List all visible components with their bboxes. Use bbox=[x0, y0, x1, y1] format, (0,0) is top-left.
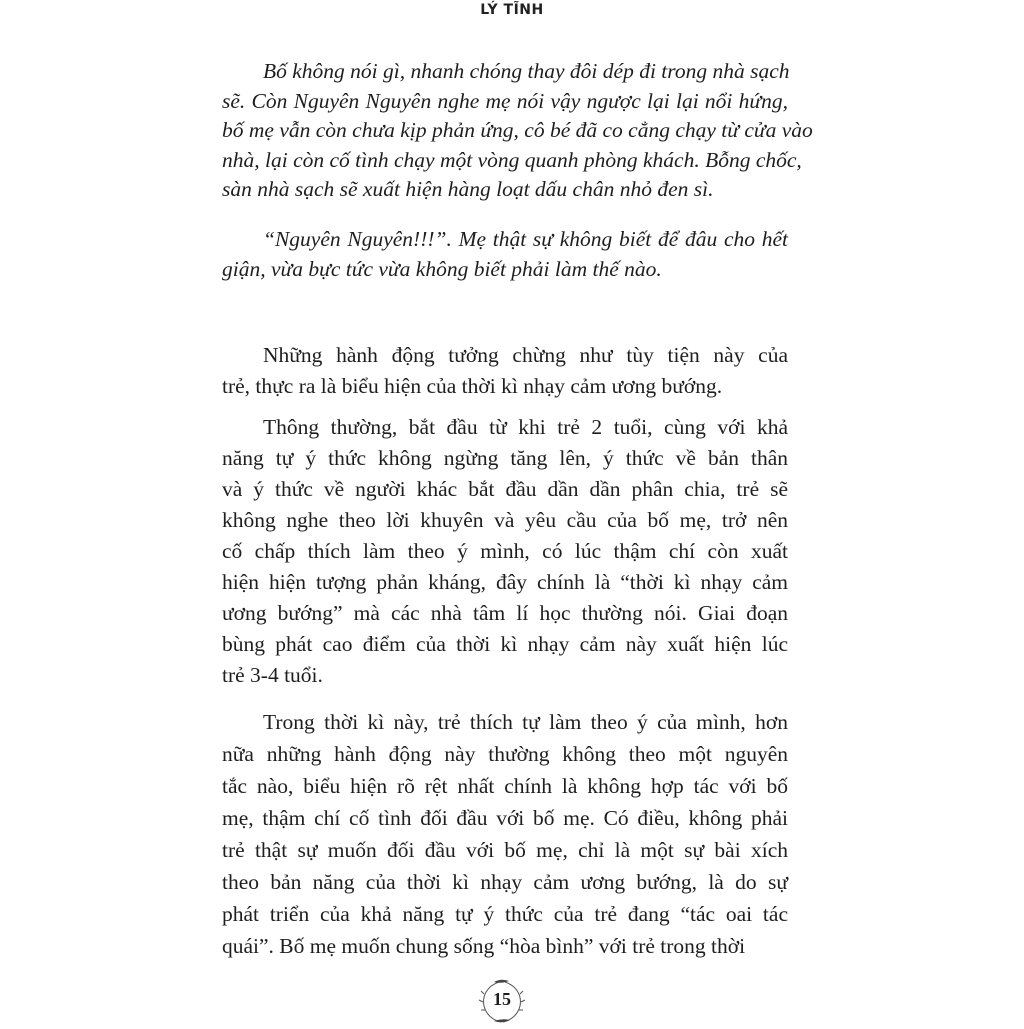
text-line: trẻ 3-4 tuổi. bbox=[222, 663, 323, 687]
text-line: năng tự ý thức không ngừng tăng lên, ý thức về bản thân bbox=[222, 446, 788, 470]
page-number bbox=[477, 978, 527, 1024]
text-line: sẽ. Còn Nguyên Nguyên nghe mẹ nói vậy ngược lại lại nổi hứng, bbox=[222, 88, 788, 113]
text-line: nhà, lại còn cố tình chạy một vòng quanh phòng khách. Bỗng chốc, bbox=[222, 147, 802, 172]
text-line: Những hành động tưởng chừng như tùy tiện này của bbox=[263, 343, 788, 367]
paragraph bbox=[222, 412, 788, 691]
text-line: Thông thường, bắt đầu từ khi trẻ 2 tuổi, cùng với khả bbox=[263, 415, 788, 439]
text-line: giận, vừa bực tức vừa không biết phải làm thế nào. bbox=[222, 256, 662, 281]
text-line: trẻ thật sự muốn đối đầu với bố mẹ, chỉ là một sự bài xích bbox=[222, 838, 788, 862]
text-line: quái”. Bố mẹ muốn chung sống “hòa bình” với trẻ trong thời bbox=[222, 934, 746, 958]
text-line: theo bản năng của thời kì nhạy cảm ương bướng, là do sự bbox=[222, 870, 788, 894]
paragraph bbox=[222, 225, 788, 284]
paragraph bbox=[222, 340, 788, 402]
text-line: bùng phát cao điểm của thời kì nhạy cảm này xuất hiện lúc bbox=[222, 632, 788, 656]
text-line: ương bướng” mà các nhà tâm lí học thường nói. Giai đoạn bbox=[222, 601, 788, 625]
text-line: phát triển của khả năng tự ý thức của trẻ đang “tác oai tác bbox=[222, 902, 788, 926]
text-line: “Nguyên Nguyên!!!”. Mẹ thật sự không biết để đâu cho hết bbox=[263, 227, 788, 251]
paragraph bbox=[222, 706, 788, 962]
text-line: không nghe theo lời khuyên và yêu cầu của bố mẹ, trở nên bbox=[222, 508, 788, 532]
text-line: tắc nào, biểu hiện rõ rệt nhất chính là không hợp tác với bố bbox=[222, 774, 788, 798]
text-line: Bố không nói gì, nhanh chóng thay đôi dép đi trong nhà sạch bbox=[263, 59, 790, 83]
running-header: LÝ TĨNH bbox=[480, 2, 544, 18]
text-line: và ý thức về người khác bắt đầu dần dần phân chia, trẻ sẽ bbox=[222, 477, 788, 501]
text-line: Trong thời kì này, trẻ thích tự làm theo ý của mình, hơn bbox=[263, 710, 788, 734]
text-line: mẹ, thậm chí cố tình đối đầu với bố mẹ. Có điều, không phải bbox=[222, 806, 788, 830]
text-line: trẻ, thực ra là biểu hiện của thời kì nhạy cảm ương bướng. bbox=[222, 374, 723, 398]
text-line: bố mẹ vẫn còn chưa kịp phản ứng, cô bé đã co cẳng chạy từ cửa vào bbox=[222, 118, 813, 142]
text-line: nữa những hành động này thường không theo một nguyên bbox=[222, 742, 788, 766]
text-line: sàn nhà sạch sẽ xuất hiện hàng loạt dấu chân nhỏ đen sì. bbox=[222, 177, 714, 201]
paragraph bbox=[222, 57, 813, 205]
text-line: hiện hiện tượng phản kháng, đây chính là “thời kì nhạy cảm bbox=[222, 570, 788, 594]
page-number-text: 15 bbox=[493, 989, 511, 1009]
text-line: cố chấp thích làm theo ý mình, có lúc thậm chí còn xuất bbox=[222, 539, 788, 563]
